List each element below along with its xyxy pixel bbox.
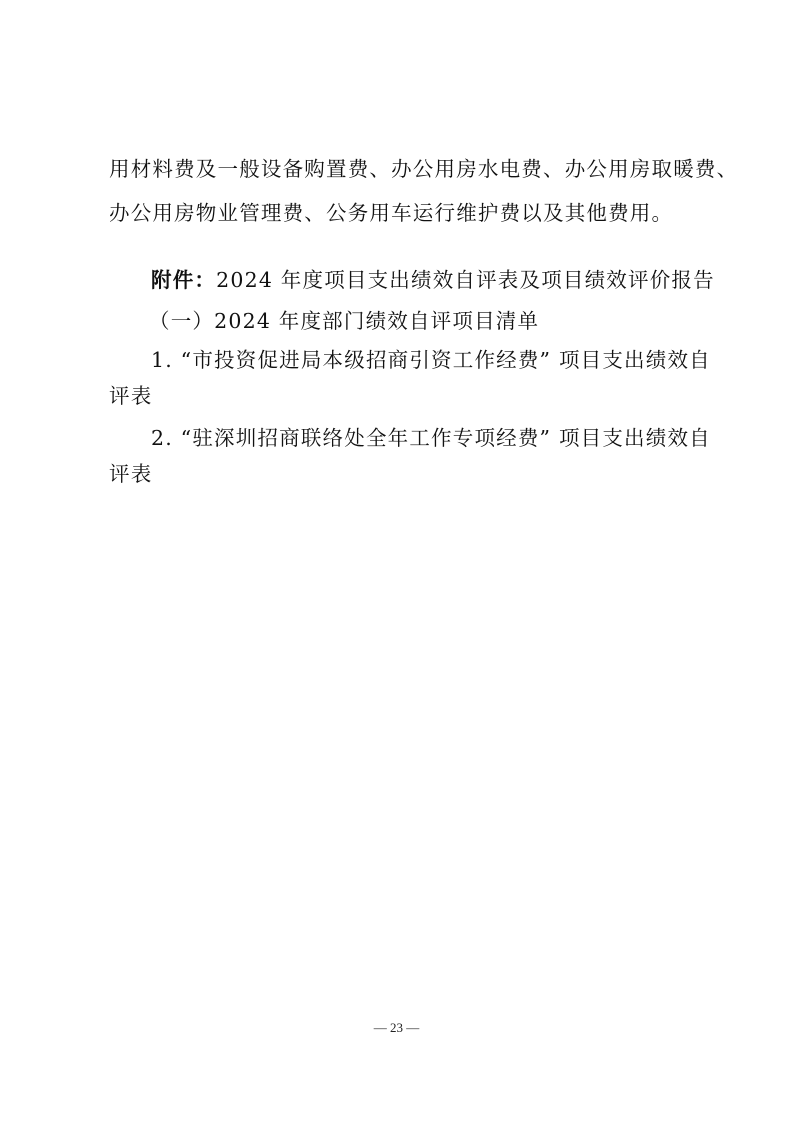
list-item-line: 评表 [109, 462, 153, 486]
list-item-line: 评表 [109, 384, 153, 408]
list-item-line: 2. “驻深圳招商联络处全年工作专项经费” 项目支出绩效自 [151, 426, 711, 450]
section-heading: （一）2024 年度部门绩效自评项目清单 [149, 309, 540, 333]
attachment-heading [151, 266, 715, 294]
body-text-line: 用材料费及一般设备购置费、办公用房水电费、办公用房取暖费、 [109, 157, 739, 181]
page-number: — 23 — [373, 1020, 420, 1035]
attachment-label: 附件： [151, 268, 217, 292]
list-item-line: 1. “市投资促进局本级招商引资工作经费” 项目支出绩效自 [151, 348, 711, 372]
attachment-title: 2024 年度项目支出绩效自评表及项目绩效评价报告 [216, 268, 715, 292]
body-text-line: 办公用房物业管理费、公务用车运行维护费以及其他费用。 [109, 201, 674, 225]
